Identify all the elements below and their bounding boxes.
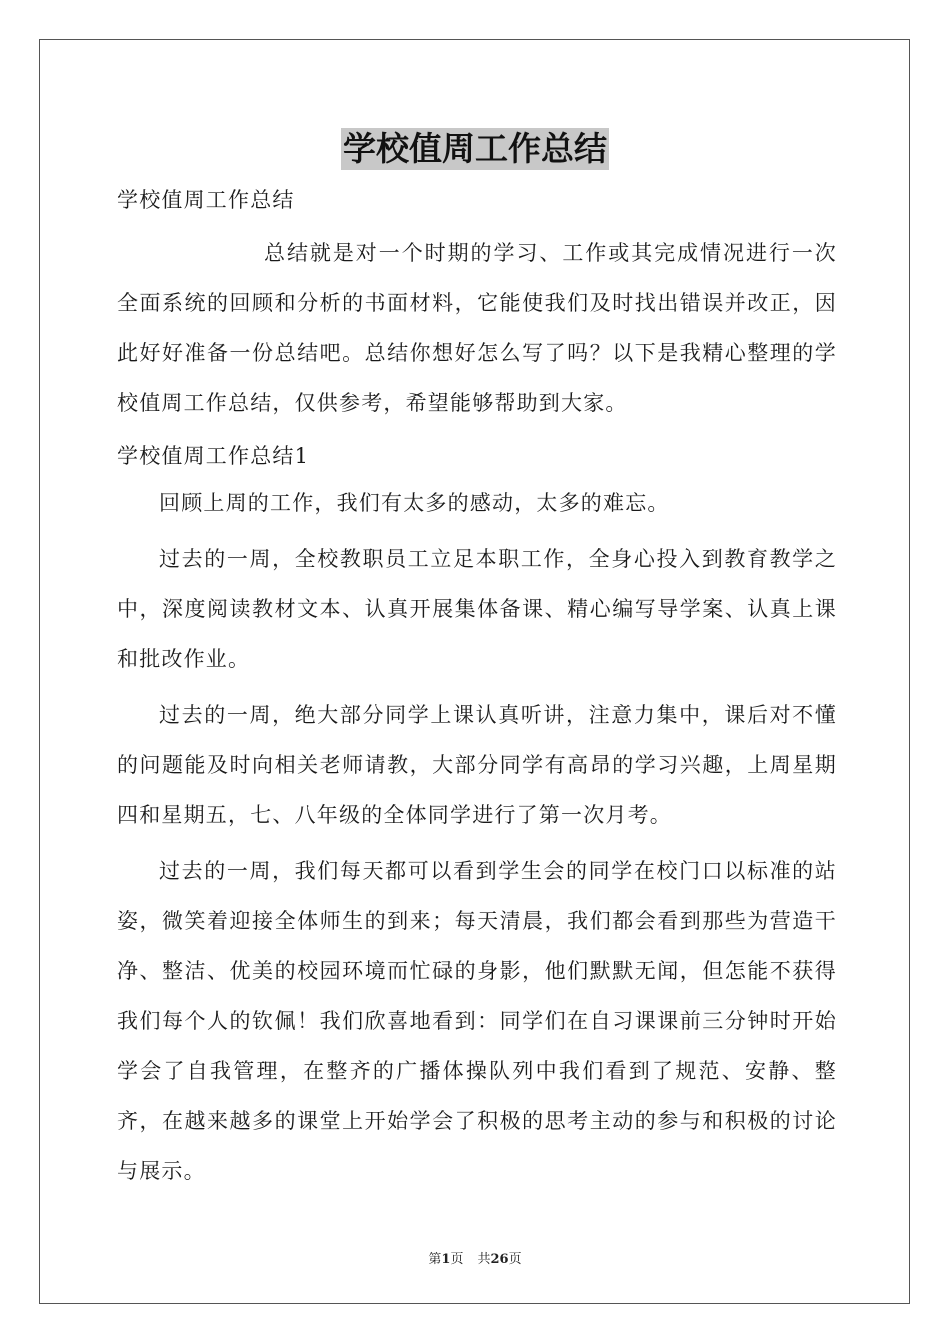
body-paragraph-2: 过去的一周，全校教职员工立足本职工作，全身心投入到教育教学之中，深度阅读教材文本、认真开展集体备课、精心编写导学案、认真上课和批改作业。 bbox=[117, 547, 837, 671]
total-suffix: 页 bbox=[508, 1252, 522, 1267]
body-paragraph-1: 回顾上周的工作，我们有太多的感动，太多的难忘。 bbox=[159, 491, 670, 515]
body-paragraph-3: 过去的一周，绝大部分同学上课认真听讲，注意力集中，课后对不懂的问题能及时向相关老师请教，大部分同学有高昂的学习兴趣，上周星期四和星期五，七、八年级的全体同学进行了第一次月考。 bbox=[117, 703, 837, 827]
total-pages: 26 bbox=[490, 1252, 509, 1267]
page-footer bbox=[0, 1248, 950, 1267]
page-prefix: 第 bbox=[428, 1252, 442, 1267]
document-subtitle: 学校值周工作总结 bbox=[117, 188, 295, 212]
title-area bbox=[0, 128, 950, 170]
total-prefix: 共 bbox=[477, 1252, 491, 1267]
section-heading: 学校值周工作总结1 bbox=[117, 444, 310, 468]
page-number: 1 bbox=[441, 1252, 451, 1267]
page-suffix: 页 bbox=[450, 1252, 464, 1267]
intro-paragraph: 总结就是对一个时期的学习、工作或其完成情况进行一次全面系统的回顾和分析的书面材料，它能使我们及时找出错误并改正，因此好好准备一份总结吧。总结你想好怎么写了吗？以下是我精心整理的学校值周工作总结，仅供参考，希望能够帮助到大家。 bbox=[117, 241, 837, 415]
body-paragraph-4: 过去的一周，我们每天都可以看到学生会的同学在校门口以标准的站姿，微笑着迎接全体师生的到来；每天清晨，我们都会看到那些为营造干净、整洁、优美的校园环境而忙碌的身影，他们默默无闻，但怎能不获得我们每个人的钦佩！我们欣喜地看到：同学们在自习课课前三分钟时开始学会了自我管理，在整齐的广播体操队列中我们看到了规范、安静、整齐，在越来越多的课堂上开始学会了积极的思考主动的参与和积极的讨论与展示。 bbox=[117, 859, 837, 1183]
document-title: 学校值周工作总结 bbox=[343, 129, 607, 168]
document-body bbox=[117, 178, 837, 1202]
